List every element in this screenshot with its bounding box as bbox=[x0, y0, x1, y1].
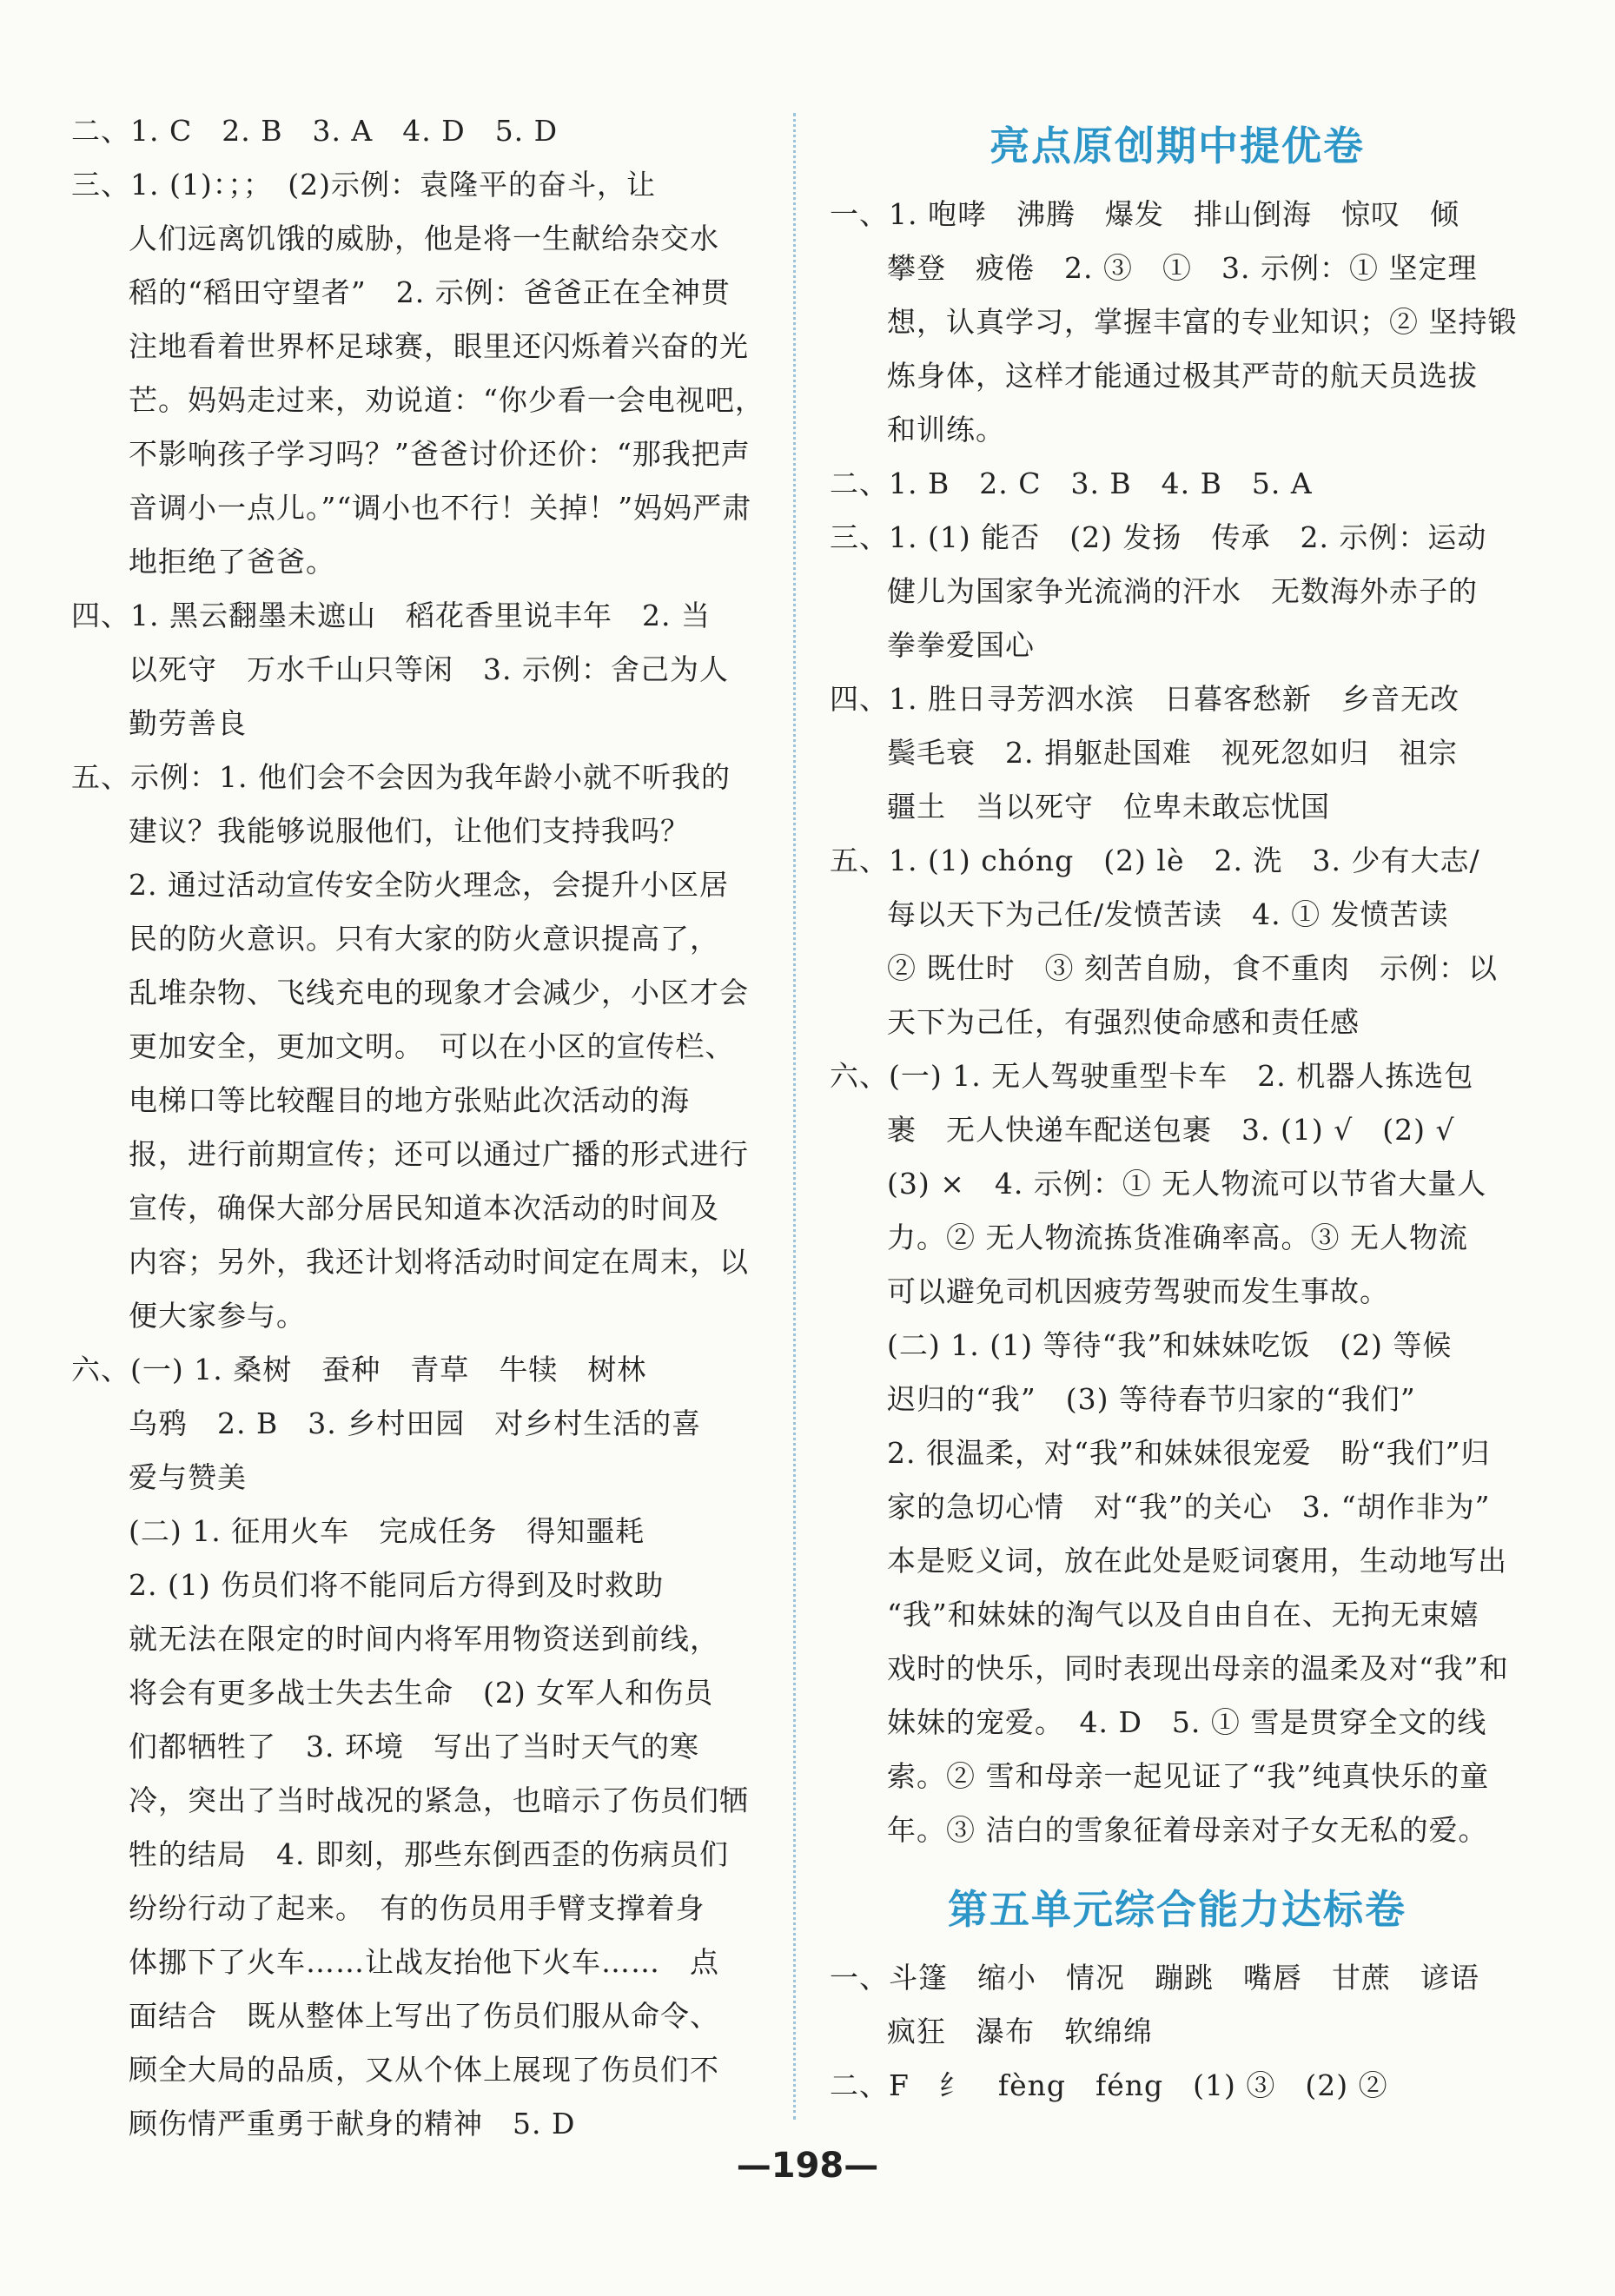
answer-line: 面结合 既从整体上写出了伤员们服从命令、 bbox=[129, 1999, 719, 2033]
answer-line: 一、1. 咆哮 沸腾 爆发 排山倒海 惊叹 倾 bbox=[830, 197, 1459, 231]
answer-line: 牲的结局 4. 即刻，那些东倒西歪的伤病员们 bbox=[129, 1837, 729, 1871]
answer-line: 攀登 疲倦 2. ③ ① 3. 示例：① 坚定理 bbox=[887, 251, 1478, 285]
answer-line: 可以避免司机因疲劳驾驶而发生事故。 bbox=[887, 1274, 1389, 1308]
answer-line: 妹妹的宠爱。 4. D 5. ① 雪是贯穿全文的线 bbox=[887, 1705, 1487, 1739]
answer-line: 家的急切心情 对“我”的关心 3. “胡作非为” bbox=[887, 1490, 1491, 1524]
answer-line: (二) 1. 征用火车 完成任务 得知噩耗 bbox=[129, 1514, 645, 1548]
answer-line: 二、F 纟 fèng féng (1) ③ (2) ② bbox=[830, 2068, 1388, 2102]
answer-line: 五、1. (1) chóng (2) lè 2. 洗 3. 少有大志/ bbox=[830, 844, 1480, 877]
answer-line: 电梯口等比较醒目的地方张贴此次活动的海 bbox=[129, 1083, 690, 1117]
answer-line: 2. 很温柔，对“我”和妹妹很宠爱 盼“我们”归 bbox=[887, 1436, 1491, 1470]
answer-line: 顾全大局的品质，又从个体上展现了伤员们不 bbox=[129, 2053, 719, 2087]
answer-line: 和训练。 bbox=[887, 413, 1005, 447]
answer-line: 四、1. 胜日寻芳泗水滨 日暮客愁新 乡音无改 bbox=[830, 682, 1459, 716]
answer-line: 宣传，确保大部分居民知道本次活动的时间及 bbox=[129, 1191, 719, 1225]
answer-line: ② 既仕时 ③ 刻苦自励，食不重肉 示例：以 bbox=[887, 951, 1498, 985]
answer-line: 便大家参与。 bbox=[129, 1299, 306, 1333]
answer-line: 稻的“稻田守望者” 2. 示例：爸爸正在全神贯 bbox=[129, 275, 731, 309]
left-column bbox=[71, 104, 766, 2151]
answer-line: (二) 1. (1) 等待“我”和妹妹吃饭 (2) 等候 bbox=[887, 1328, 1453, 1362]
answer-line: 健儿为国家争光流淌的汗水 无数海外赤子的 bbox=[887, 574, 1478, 608]
answer-line: 将会有更多战士失去生命 (2) 女军人和伤员 bbox=[129, 1676, 714, 1710]
answer-line: 建议？我能够说服他们，让他们支持我吗？ bbox=[129, 814, 690, 848]
answer-line: 不影响孩子学习吗？”爸爸讨价还价：“那我把声 bbox=[129, 437, 751, 471]
answer-line: 力。② 无人物流拣货准确率高。③ 无人物流 bbox=[887, 1221, 1468, 1254]
answer-line: 乌鸦 2. B 3. 乡村田园 对乡村生活的喜 bbox=[129, 1406, 702, 1440]
answer-line: 注地看着世界杯足球赛，眼里还闪烁着兴奋的光 bbox=[129, 329, 749, 363]
answer-line: 就无法在限定的时间内将军用物资送到前线， bbox=[129, 1622, 719, 1656]
answer-line: 内容；另外，我还计划将活动时间定在周末，以 bbox=[129, 1245, 749, 1279]
answer-line: 想，认真学习，掌握丰富的专业知识；② 坚持锻 bbox=[887, 305, 1518, 339]
answer-line: 四、1. 黑云翻墨未遮山 稻花香里说丰年 2. 当 bbox=[71, 599, 711, 632]
answer-line: 民的防火意识。只有大家的防火意识提高了， bbox=[129, 922, 719, 956]
answer-line: 芒。妈妈走过来，劝说道：“你少看一会电视吧， bbox=[129, 383, 764, 417]
answer-line: 三、1. (1)：；； (2)示例：袁隆平的奋斗，让 bbox=[71, 168, 656, 202]
answer-line: 每以天下为己任/发愤苦读 4. ① 发愤苦读 bbox=[887, 897, 1449, 931]
answer-line: 爱与赞美 bbox=[129, 1460, 247, 1494]
answer-line: 2. 通过活动宣传安全防火理念，会提升小区居 bbox=[129, 868, 729, 902]
page-number: —198— bbox=[736, 2146, 879, 2186]
answer-line: 体挪下了火车……让战友抬他下火车…… 点 bbox=[129, 1945, 719, 1979]
answer-line: 顾伤情严重勇于献身的精神 5. D bbox=[129, 2107, 576, 2141]
answer-line: 迟归的“我” (3) 等待春节归家的“我们” bbox=[887, 1382, 1416, 1416]
answer-line: 年。③ 洁白的雪象征着母亲对子女无私的爱。 bbox=[887, 1813, 1488, 1847]
answer-line: 2. (1) 伤员们将不能同后方得到及时救助 bbox=[129, 1568, 665, 1602]
answer-line: 疆土 当以死守 位卑未敢忘忧国 bbox=[887, 790, 1330, 824]
answer-line: 炼身体，这样才能通过极其严苛的航天员选拔 bbox=[887, 359, 1478, 393]
answer-line: 六、(一) 1. 桑树 蚕种 青草 牛犊 树林 bbox=[71, 1353, 647, 1386]
section-title-midterm: 亮点原创期中提优卷 bbox=[990, 122, 1365, 169]
answer-line: “我”和妹妹的淘气以及自由自在、无拘无束嬉 bbox=[887, 1598, 1479, 1631]
answer-line: 更加安全，更加文明。 可以在小区的宣传栏、 bbox=[129, 1029, 735, 1063]
answer-line: 戏时的快乐，同时表现出母亲的温柔及对“我”和 bbox=[887, 1651, 1509, 1685]
answer-line: 报，进行前期宣传；还可以通过广播的形式进行 bbox=[129, 1137, 749, 1171]
answer-line: 们都牺牲了 3. 环境 写出了当时天气的寒 bbox=[129, 1730, 699, 1763]
answer-line: (3) × 4. 示例：① 无人物流可以节省大量人 bbox=[887, 1167, 1487, 1201]
answer-line: 裹 无人快递车配送包裹 3. (1) √ (2) √ bbox=[887, 1113, 1455, 1147]
answer-line: 三、1. (1) 能否 (2) 发扬 传承 2. 示例：运动 bbox=[830, 520, 1487, 554]
answer-line: 乱堆杂物、飞线充电的现象才会减少，小区才会 bbox=[129, 976, 749, 1009]
answer-line: 天下为己任，有强烈使命感和责任感 bbox=[887, 1005, 1360, 1039]
right-column bbox=[830, 104, 1525, 2113]
answer-line: 勤劳善良 bbox=[129, 706, 247, 740]
answer-line: 六、(一) 1. 无人驾驶重型卡车 2. 机器人拣选包 bbox=[830, 1059, 1474, 1093]
answer-line: 一、斗篷 缩小 情况 蹦跳 嘴唇 甘蔗 谚语 bbox=[830, 1961, 1479, 1995]
answer-line: 以死守 万水千山只等闲 3. 示例：舍己为人 bbox=[129, 652, 729, 686]
unit5-answers bbox=[830, 1951, 1525, 2113]
answer-line: 冷，突出了当时战况的紧急，也暗示了伤员们牺 bbox=[129, 1783, 749, 1817]
answer-line: 拳拳爱国心 bbox=[887, 628, 1035, 662]
answer-line: 疯狂 瀑布 软绵绵 bbox=[887, 2015, 1153, 2048]
section-title-unit5: 第五单元综合能力达标卷 bbox=[948, 1886, 1407, 1933]
answer-line: 五、示例：1. 他们会不会因为我年龄小就不听我的 bbox=[71, 760, 731, 794]
answer-line: 二、1. C 2. B 3. A 4. D 5. D bbox=[71, 114, 559, 148]
answer-line: 人们远离饥饿的威胁，他是将一生献给杂交水 bbox=[129, 222, 719, 255]
answer-line: 二、1. B 2. C 3. B 4. B 5. A bbox=[830, 466, 1313, 500]
column-divider bbox=[793, 113, 796, 2120]
midterm-answers bbox=[830, 188, 1525, 1857]
answer-line: 地拒绝了爸爸。 bbox=[129, 545, 335, 579]
answer-line: 本是贬义词，放在此处是贬词褒用，生动地写出 bbox=[887, 1544, 1507, 1578]
answer-line: 音调小一点儿。”“调小也不行！关掉！”妈妈严肃 bbox=[129, 491, 752, 525]
answer-line: 鬓毛衰 2. 捐躯赴国难 视死忽如归 祖宗 bbox=[887, 736, 1458, 770]
answer-line: 索。② 雪和母亲一起见证了“我”纯真快乐的童 bbox=[887, 1759, 1490, 1793]
answer-line: 纷纷行动了起来。 有的伤员用手臂支撑着身 bbox=[129, 1891, 705, 1925]
